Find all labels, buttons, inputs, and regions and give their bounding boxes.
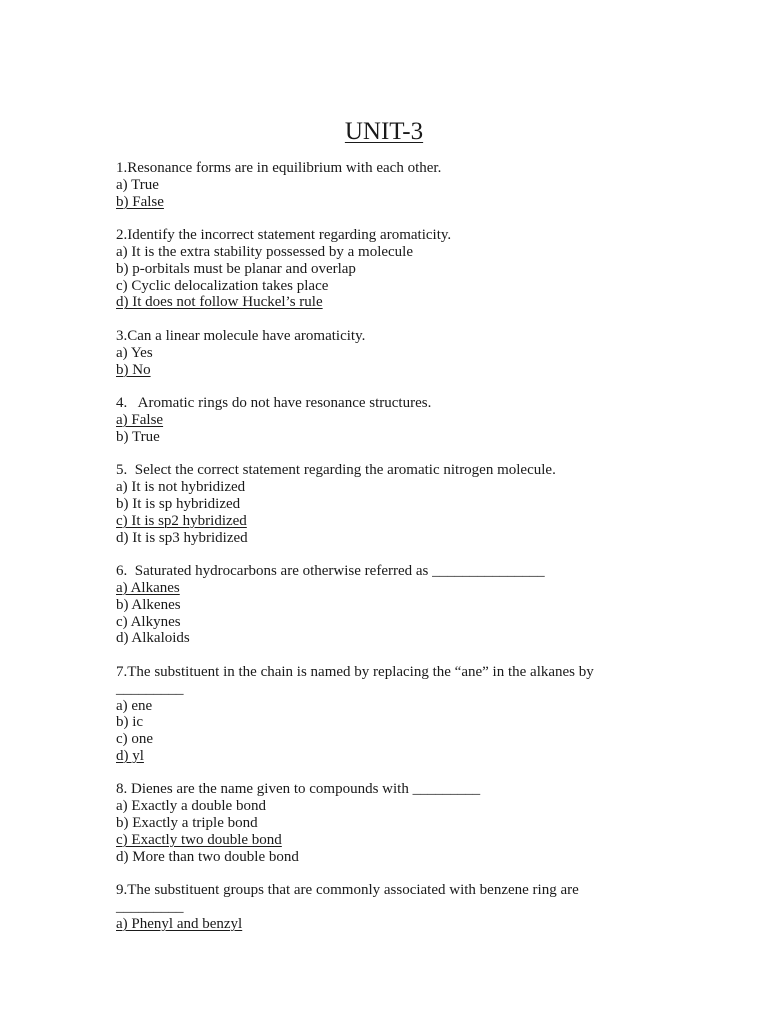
option-b: b) Exactly a triple bond <box>116 815 258 832</box>
option-a: a) Yes <box>116 344 153 361</box>
question-7 <box>116 664 636 765</box>
option-b: b) p-orbitals must be planar and overlap <box>116 260 356 277</box>
option-b: b) Alkenes <box>116 596 181 613</box>
question-prompt: 7.The substituent in the chain is named by replacing the “ane” in the alkanes by <box>116 663 594 680</box>
option-c-correct-answer: c) It is sp2 hybridized <box>116 512 247 529</box>
option-a: a) It is the extra stability possessed by a molecule <box>116 243 414 260</box>
option-a-correct-answer: a) Phenyl and benzyl <box>116 915 243 932</box>
question-9 <box>116 882 636 932</box>
option-c: c) Cyclic delocalization takes place <box>116 277 329 294</box>
option-b: b) It is sp hybridized <box>116 495 241 512</box>
question-blank: _________ <box>116 680 184 697</box>
option-d: d) Alkaloids <box>116 630 190 647</box>
question-prompt: 5. Select the correct statement regarding the aromatic nitrogen molecule. <box>116 462 556 479</box>
question-blank: _________ <box>116 899 184 916</box>
option-c-correct-answer: c) Exactly two double bond <box>116 831 282 848</box>
option-b: b) True <box>116 428 160 445</box>
question-8 <box>116 781 636 865</box>
option-a-correct-answer: a) Alkanes <box>116 579 180 596</box>
option-a: a) True <box>116 176 159 193</box>
option-b: b) ic <box>116 714 144 731</box>
question-prompt: 9.The substituent groups that are commonly associated with benzene ring are <box>116 882 579 899</box>
option-b-correct-answer: b) False <box>116 193 164 210</box>
question-prompt: 8. Dienes are the name given to compounds with _________ <box>116 781 481 798</box>
question-list <box>116 160 636 949</box>
option-c: c) one <box>116 731 154 748</box>
question-prompt: 6. Saturated hydrocarbons are otherwise referred as _______________ <box>116 563 545 580</box>
option-d-correct-answer: d) It does not follow Huckel’s rule <box>116 294 323 311</box>
option-d: d) More than two double bond <box>116 848 299 865</box>
option-a: a) It is not hybridized <box>116 479 246 496</box>
question-3 <box>116 328 636 378</box>
question-prompt: 1.Resonance forms are in equilibrium with each other. <box>116 160 442 176</box>
question-4 <box>116 395 636 445</box>
page-title: UNIT-3 <box>344 118 424 145</box>
question-prompt: 2.Identify the incorrect statement regarding aromaticity. <box>116 227 452 244</box>
question-prompt: 3.Can a linear molecule have aromaticity. <box>116 327 366 344</box>
question-1 <box>116 160 636 210</box>
question-2 <box>116 227 636 311</box>
question-6 <box>116 563 636 647</box>
option-d-correct-answer: d) yl <box>116 747 144 764</box>
option-a: a) ene <box>116 697 153 714</box>
question-prompt: 4. Aromatic rings do not have resonance structures. <box>116 395 432 412</box>
option-b-correct-answer: b) No <box>116 361 151 378</box>
option-a-correct-answer: a) False <box>116 411 164 428</box>
option-d: d) It is sp3 hybridized <box>116 529 248 546</box>
option-a: a) Exactly a double bond <box>116 798 266 815</box>
option-c: c) Alkynes <box>116 613 181 630</box>
question-5 <box>116 462 636 546</box>
